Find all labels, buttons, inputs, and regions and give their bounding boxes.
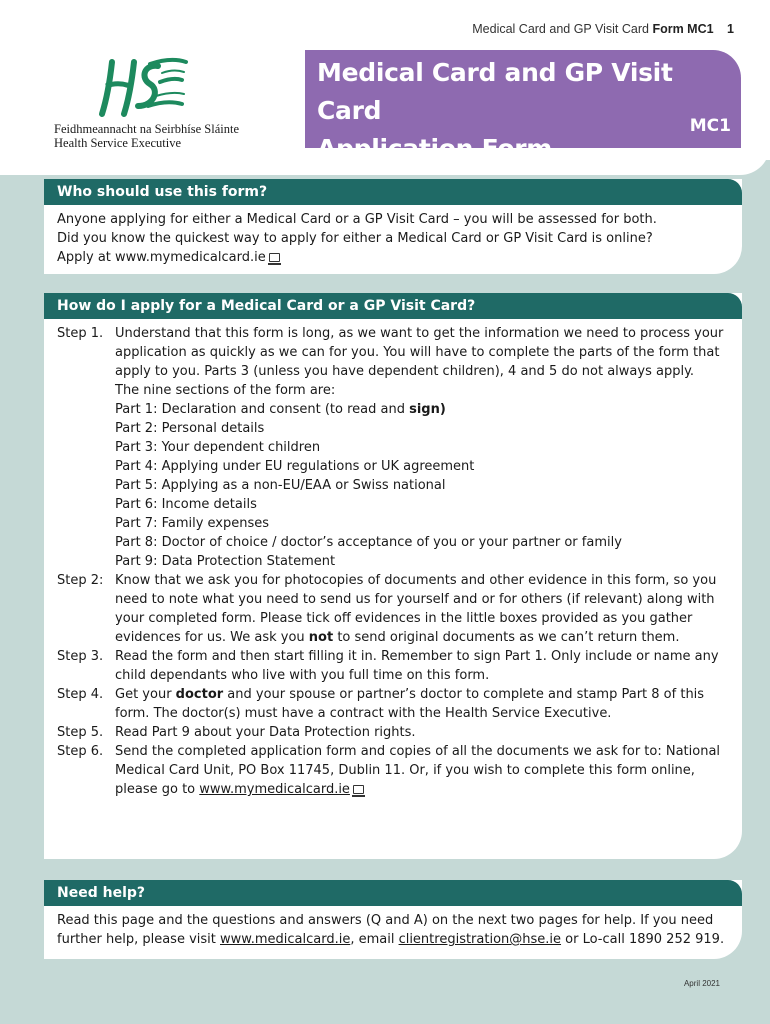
step-4-text-end: and your spouse or partner’s doctor to complete and stamp Part 8 of this form. The doctor(s) must have a contract with the Health Service Executive. <box>115 687 705 721</box>
step-label: Step 4. <box>57 687 104 702</box>
who-should-use-body <box>44 205 742 277</box>
step-text: Read Part 9 about your Data Protection rights. <box>115 725 416 740</box>
logo-text <box>54 122 239 150</box>
running-header <box>472 22 734 36</box>
part-9: Part 9: Data Protection Statement <box>115 554 336 569</box>
who-should-use-heading: Who should use this form? <box>44 179 742 205</box>
mymedicalcard-link[interactable]: www.mymedicalcard.ie <box>199 782 350 797</box>
how-to-apply-heading: How do I apply for a Medical Card or a GP Visit Card? <box>44 293 742 319</box>
form-title <box>317 54 741 168</box>
step-6-text: Send the completed application form and copies of all the documents we ask for to: National Medical Card Unit, PO Box 11745, Dublin 11. Or, if you wish to complete this form online, please go to <box>115 744 721 797</box>
how-to-apply-body <box>44 319 742 809</box>
step-text <box>115 571 730 647</box>
logo-english-name: Health Service Executive <box>54 136 182 150</box>
step-4-bold: doctor <box>175 687 224 702</box>
step-1-text: Understand that this form is long, as we want to get the information we need to process your application as quickly as we can for you. You will have to complete the parts of the form that apply to you. Parts 3 (unless you have dependent children), 4 and 5 do not always apply. <box>115 326 724 379</box>
part-3: Part 3: Your dependent children <box>115 440 321 455</box>
running-header-title: Medical Card and GP Visit Card <box>472 22 649 36</box>
step-text <box>115 324 730 571</box>
running-header-form: Form MC1 <box>652 22 714 36</box>
email-link[interactable]: clientregistration@hse.ie <box>398 932 562 947</box>
part-7: Part 7: Family expenses <box>115 516 270 531</box>
step-4-text: Get your <box>115 687 176 702</box>
apply-online-text[interactable]: Apply at www.mymedicalcard.ie <box>57 250 266 265</box>
step-text: Read the form and then start filling it in. Remember to sign Part 1. Only include or name any child dependants who live with you full time on this form. <box>115 649 719 683</box>
step-6 <box>57 742 730 799</box>
help-text-end: or Lo-call 1890 252 919. <box>561 932 725 947</box>
step-5 <box>57 723 730 742</box>
medicalcard-link[interactable]: www.medicalcard.ie <box>220 932 351 947</box>
how-to-apply-panel <box>44 293 742 859</box>
step-1 <box>57 324 730 571</box>
step-label: Step 6. <box>57 744 104 759</box>
computer-icon <box>353 785 364 794</box>
step-label: Step 3. <box>57 649 104 664</box>
step-text <box>115 685 730 723</box>
form-code: MC1 <box>689 116 731 136</box>
need-help-panel <box>44 880 742 959</box>
need-help-heading: Need help? <box>44 880 742 906</box>
who-line-1: Anyone applying for either a Medical Card or a GP Visit Card – you will be assessed for both. <box>57 212 657 227</box>
help-text-mid: , email <box>350 932 399 947</box>
part-1 <box>115 400 730 419</box>
part-1-bold: sign) <box>409 402 446 417</box>
who-line-2: Did you know the quickest way to apply for either a Medical Card or GP Visit Card is online? <box>57 231 653 246</box>
part-8: Part 8: Doctor of choice / doctor’s acceptance of you or your partner or family <box>115 535 622 550</box>
part-4: Part 4: Applying under EU regulations or UK agreement <box>115 459 475 474</box>
step-2 <box>57 571 730 647</box>
step-text <box>115 742 730 799</box>
footer-date: April 2021 <box>683 979 720 988</box>
step-2-bold: not <box>308 630 334 645</box>
step-3 <box>57 647 730 685</box>
logo-irish-name: Feidhmeannacht na Seirbhíse Sláinte <box>54 122 240 136</box>
step-label: Step 5. <box>57 725 104 740</box>
who-should-use-panel <box>44 179 742 274</box>
step-2-text-end: to send original documents as we can’t return them. <box>333 630 680 645</box>
step-2-text: Know that we ask you for photocopies of documents and other evidence in this form, so you need to note what you need to send us for yourself and or for others (if relevant) along with your completed form. Please tick off evidences in the little boxes provided as you gather evidences for us. We ask you <box>115 573 717 645</box>
step-label: Step 2: <box>57 573 104 588</box>
form-title-line2: Application Form <box>317 134 552 163</box>
help-text: Read this page and the questions and answers (Q and A) on the next two pages for help. If you need further help, please visit <box>57 913 714 947</box>
part-5: Part 5: Applying as a non-EU/EAA or Swiss national <box>115 478 446 493</box>
sections-intro: The nine sections of the form are: <box>115 383 336 398</box>
part-6: Part 6: Income details <box>115 497 257 512</box>
who-line-3 <box>57 248 730 267</box>
part-2: Part 2: Personal details <box>115 421 265 436</box>
step-label: Step 1. <box>57 326 104 341</box>
computer-icon <box>269 253 280 262</box>
form-title-line1: Medical Card and GP Visit Card <box>317 58 673 125</box>
need-help-body <box>44 906 742 959</box>
form-title-box <box>305 50 741 163</box>
step-4 <box>57 685 730 723</box>
part-1-text: Part 1: Declaration and consent (to read and <box>115 402 410 417</box>
page-number: 1 <box>727 22 734 36</box>
